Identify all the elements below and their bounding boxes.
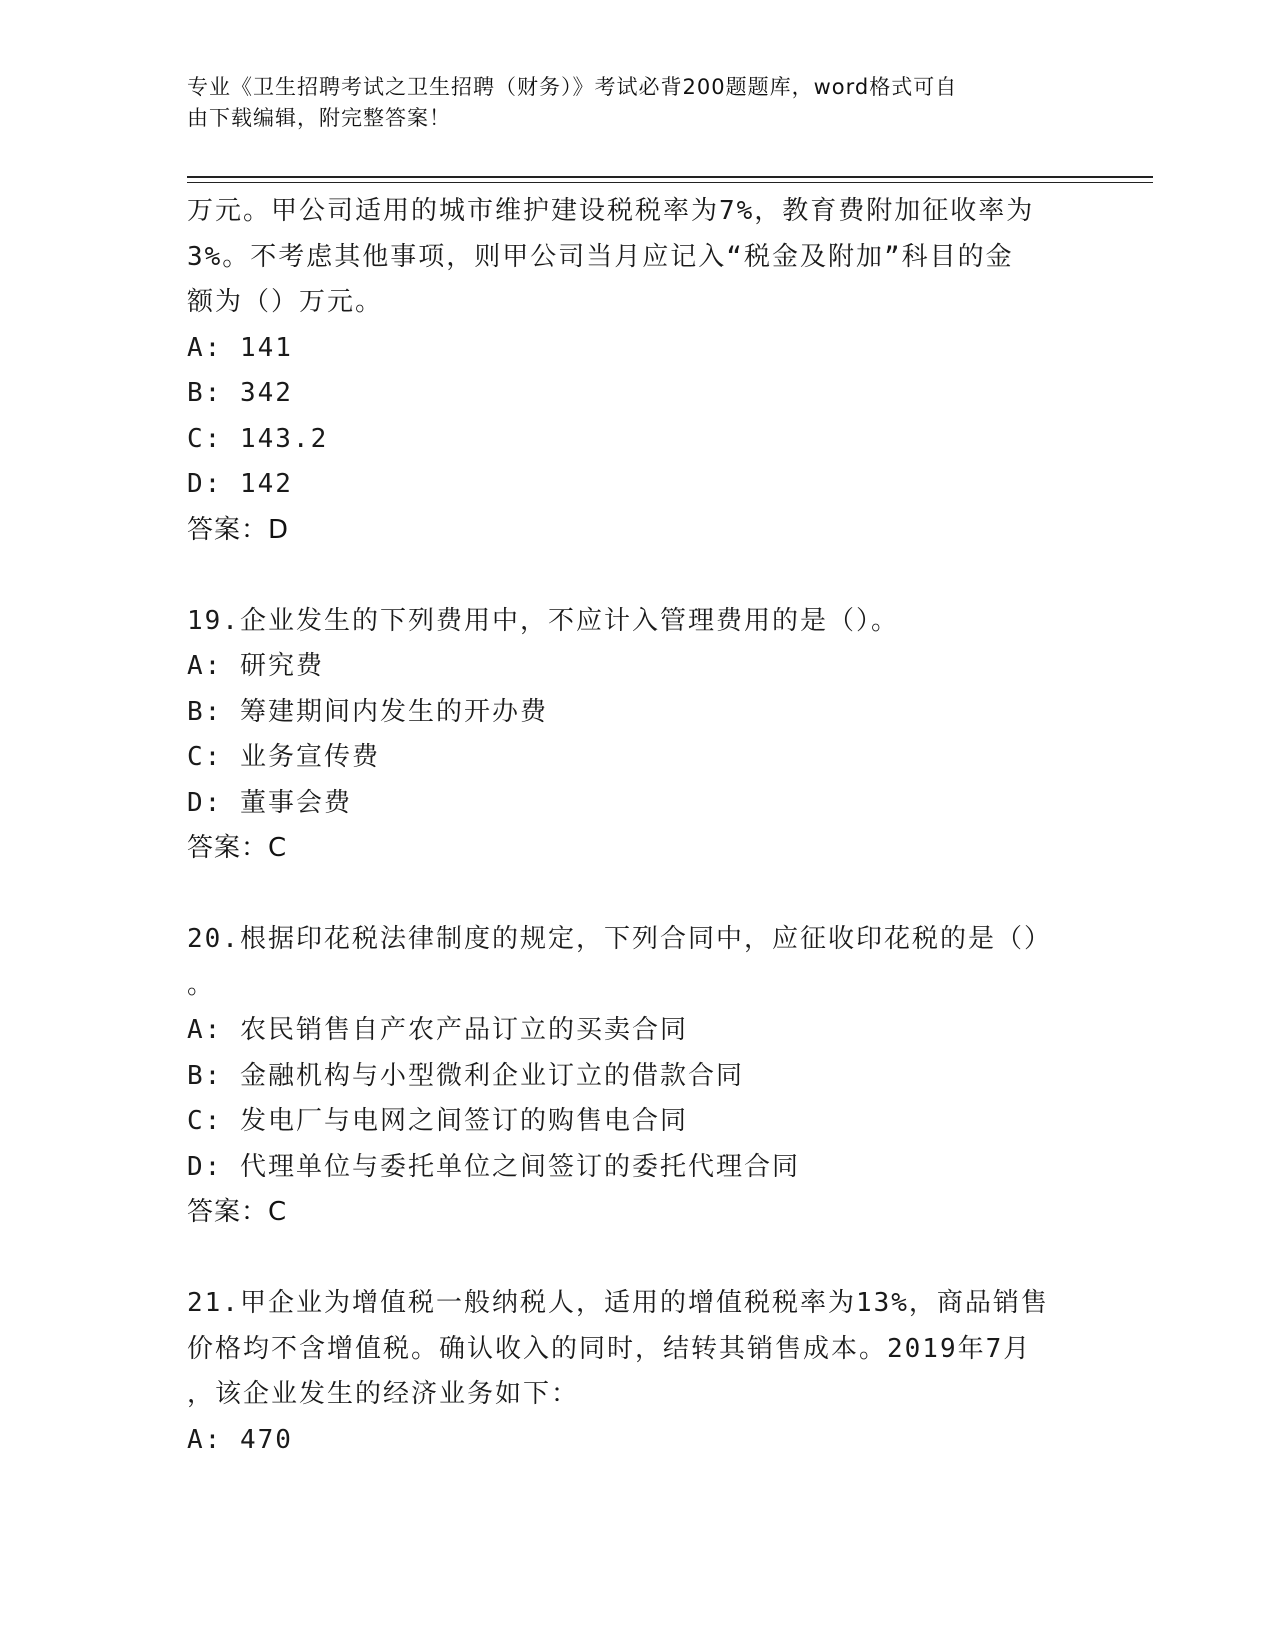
question-list [187, 189, 1087, 1463]
question-stem-line: 21.甲企业为增值税一般纳税人，适用的增值税税率为13%，商品销售 [187, 1288, 1049, 1318]
option-d: D: 142 [187, 469, 293, 499]
option-b: B: 筹建期间内发生的开办费 [187, 696, 548, 727]
option-d: D: 代理单位与委托单位之间签订的委托代理合同 [187, 1151, 800, 1182]
answer-line: 答案：C [187, 833, 288, 863]
question-stem-line: 3%。不考虑其他事项，则甲公司当月应记入“税金及附加”科目的金 [187, 241, 1014, 272]
header-title-line-2: 由下载编辑，附完整答案！ [187, 106, 451, 130]
spacer [187, 553, 1087, 599]
option-c: C: 发电厂与电网之间签订的购售电合同 [187, 1106, 688, 1136]
question-stem-line: 万元。甲公司适用的城市维护建设税税率为7%，教育费附加征收率为 [187, 196, 1035, 226]
question-stem-line: 19.企业发生的下列费用中，不应计入管理费用的是（）。 [187, 605, 899, 636]
question-stem-line: 20.根据印花税法律制度的规定，下列合同中，应征收印花税的是（） [187, 924, 1052, 954]
option-b: B: 金融机构与小型微利企业订立的借款合同 [187, 1060, 744, 1091]
question-stem-line: 额为（）万元。 [187, 287, 384, 317]
header-title-line-1: 专业《卫生招聘考试之卫生招聘（财务）》考试必背200题题库，word格式可自 [187, 75, 958, 99]
option-b: B: 342 [187, 378, 293, 408]
answer-line: 答案：D [187, 514, 290, 545]
option-c: C: 143.2 [187, 423, 329, 454]
question-19 [187, 599, 1087, 872]
question-20 [187, 917, 1087, 1236]
option-a: A: 研究费 [187, 651, 324, 681]
option-d: D: 董事会费 [187, 787, 352, 818]
header-divider-thick [187, 176, 1153, 178]
question-stem-line: 价格均不含增值税。确认收入的同时，结转其销售成本。2019年7月 [187, 1333, 1032, 1364]
header-divider-thin [187, 182, 1153, 183]
question-stem-line: ，该企业发生的经济业务如下： [187, 1379, 580, 1409]
spacer [187, 1236, 1087, 1282]
option-a: A: 农民销售自产农产品订立的买卖合同 [187, 1015, 688, 1045]
option-a: A: 470 [187, 1424, 293, 1455]
option-a: A: 141 [187, 332, 293, 363]
answer-line: 答案：C [187, 1197, 288, 1227]
question-21 [187, 1281, 1087, 1463]
question-18 [187, 189, 1087, 553]
option-c: C: 业务宣传费 [187, 742, 380, 772]
spacer [187, 872, 1087, 918]
question-stem-line: 。 [187, 969, 216, 1000]
document-header [187, 72, 1067, 134]
